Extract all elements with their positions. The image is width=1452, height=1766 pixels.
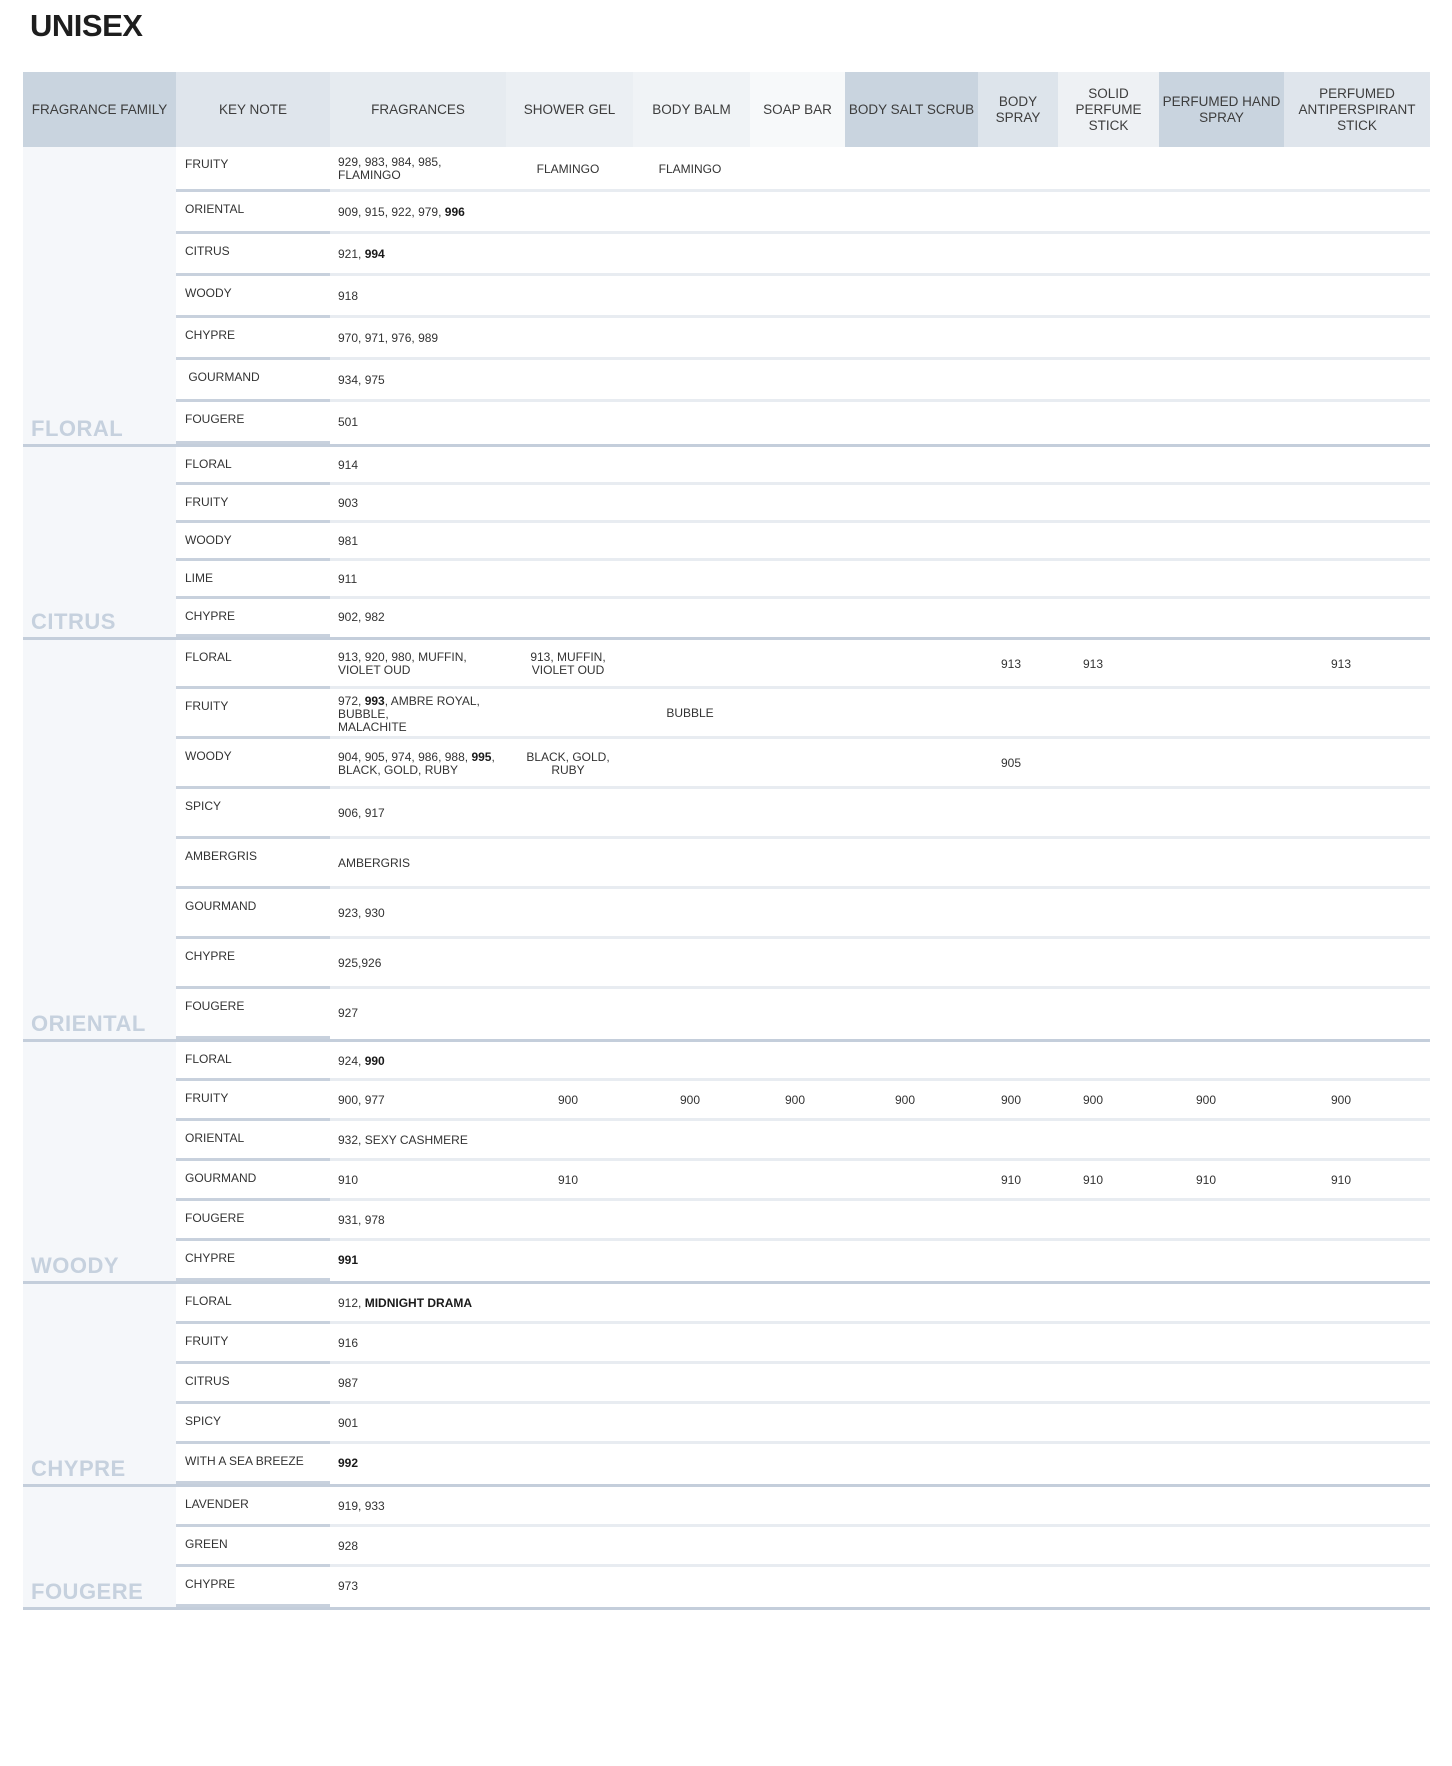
product-cell-perfumed-antiperspirant-stick: 900 (1330, 1093, 1352, 1107)
fragrance-list: 925,926 (338, 956, 382, 970)
key-note-cell: FLORAL (185, 650, 232, 664)
fragrance-list: 924, (338, 1054, 365, 1068)
key-note-cell: FRUITY (185, 1091, 229, 1105)
family-column (23, 1487, 176, 1607)
header-label: BODY SALT SCRUB (848, 101, 975, 117)
fragrances-cell (338, 857, 410, 870)
fragrance-list: 934, 975 (338, 373, 385, 387)
product-cell-perfumed-hand-spray: 900 (1195, 1093, 1217, 1107)
key-note-cell: CITRUS (185, 244, 230, 258)
table-row (176, 789, 1430, 839)
fragrances-cell (338, 1134, 468, 1147)
highlighted-fragrance: 991 (338, 1253, 359, 1267)
fragrance-list: 987 (338, 1376, 359, 1390)
header-label: BODY SPRAY (995, 93, 1041, 125)
header-label: SHOWER GEL (523, 101, 616, 117)
page-title: UNISEX (30, 8, 143, 43)
family-label: ORIENTAL (31, 1011, 146, 1036)
table-row (176, 889, 1430, 939)
table-row (176, 447, 1430, 485)
highlighted-fragrance: MIDNIGHT DRAMA (364, 1296, 473, 1310)
key-note-cell: FRUITY (185, 1334, 229, 1348)
fragrances-cell (338, 1500, 385, 1513)
key-note-cell: WOODY (185, 533, 232, 547)
fragrance-list: 970, 971, 976, 989 (338, 331, 439, 345)
fragrance-list: 919, 933 (338, 1499, 385, 1513)
fragrances-cell (338, 206, 465, 219)
fragrances-cell (338, 573, 357, 586)
key-note-cell: LAVENDER (185, 1497, 249, 1511)
fragrance-list: 902, 982 (338, 610, 385, 624)
product-cell-solid-perfume-stick: 900 (1082, 1093, 1104, 1107)
product-cell-body-balm: 900 (679, 1093, 701, 1107)
fragrances-cell (338, 651, 467, 677)
fragrances-cell (338, 1214, 385, 1227)
key-note-cell: WOODY (185, 286, 232, 300)
fragrance-list: 913, 920, 980, MUFFIN, VIOLET OUD (338, 650, 467, 677)
product-cell-perfumed-antiperspirant-stick: 913 (1330, 657, 1352, 671)
fragrance-list: 501 (338, 415, 359, 429)
key-note-cell: FLORAL (185, 457, 232, 471)
fragrances-cell (338, 1094, 385, 1107)
header-label: FRAGRANCES (371, 101, 465, 117)
product-cell-soap-bar: 900 (784, 1093, 806, 1107)
family-label: CHYPRE (31, 1456, 126, 1481)
header-solid-perfume-stick (1058, 72, 1159, 147)
fragrances-cell (338, 248, 385, 261)
table-row (176, 1241, 1430, 1278)
fragrances-cell (338, 1337, 358, 1350)
header-label: SOAP BAR (763, 101, 832, 117)
family-group-woody (23, 1042, 1430, 1284)
fragrance-list: 912, (338, 1296, 365, 1310)
fragrance-list-tail: , AMBRE ROYAL, BUBBLE, MALACHITE (338, 694, 480, 734)
key-note-cell: FOUGERE (185, 1211, 245, 1225)
header-label: PERFUMED HAND SPRAY (1162, 93, 1281, 125)
key-note-cell: FLORAL (185, 1294, 232, 1308)
table-row (176, 561, 1430, 599)
header-label: BODY BALM (652, 101, 731, 117)
table-row (176, 1284, 1430, 1324)
key-note-cell: GOURMAND (185, 1171, 257, 1185)
fragrance-list: AMBERGRIS (338, 856, 411, 870)
key-note-cell: CHYPRE (185, 609, 236, 623)
fragrance-list: 900, 977 (338, 1093, 385, 1107)
fragrances-cell (338, 535, 358, 548)
table-row (176, 640, 1430, 689)
family-group-chypre (23, 1284, 1430, 1487)
product-cell-body-spray: 900 (1000, 1093, 1022, 1107)
table-row (176, 1081, 1430, 1121)
key-note-cell: GREEN (185, 1537, 228, 1551)
key-note-cell: AMBERGRIS (185, 849, 258, 863)
fragrance-list: 903 (338, 496, 359, 510)
product-cell-shower-gel: 913, MUFFIN, VIOLET OUD (530, 650, 606, 677)
family-label: CITRUS (31, 609, 116, 634)
header-label: PERFUMED ANTIPERSPIRANT STICK (1298, 85, 1416, 133)
highlighted-fragrance: 990 (364, 1054, 385, 1068)
table-row (176, 599, 1430, 634)
header-perfumed-hand-spray (1159, 72, 1284, 147)
table-row (176, 1042, 1430, 1081)
fragrance-table (23, 72, 1430, 1610)
header-soap-bar (750, 72, 845, 147)
fragrance-list: 981 (338, 534, 359, 548)
table-row (176, 1121, 1430, 1161)
fragrance-list: 932, SEXY CASHMERE (338, 1133, 468, 1147)
fragrances-cell (338, 1417, 358, 1430)
key-note-cell: ORIENTAL (185, 202, 245, 216)
fragrances-cell (338, 807, 385, 820)
highlighted-fragrance: 996 (444, 205, 465, 219)
fragrances-cell (338, 1254, 358, 1267)
key-note-cell: SPICY (185, 1414, 222, 1428)
family-group-citrus (23, 447, 1430, 640)
table-row (176, 1364, 1430, 1404)
table-header-row (23, 72, 1430, 147)
table-row (176, 1527, 1430, 1567)
table-row (176, 234, 1430, 276)
table-body (23, 147, 1430, 1610)
fragrances-cell (338, 290, 358, 303)
product-cell-solid-perfume-stick: 913 (1082, 657, 1104, 671)
family-group-floral (23, 147, 1430, 447)
fragrance-list: 904, 905, 974, 986, 988, (338, 750, 472, 764)
header-body-balm (633, 72, 750, 147)
key-note-cell: FOUGERE (185, 412, 245, 426)
product-cell-perfumed-hand-spray: 910 (1195, 1173, 1217, 1187)
product-cell-body-balm: FLAMINGO (658, 162, 722, 176)
product-cell-perfumed-antiperspirant-stick: 910 (1330, 1173, 1352, 1187)
fragrances-cell (338, 1174, 358, 1187)
fragrances-cell (338, 1457, 358, 1470)
header-label: FRAGRANCE FAMILY (31, 101, 168, 117)
header-label: KEY NOTE (218, 101, 288, 117)
fragrance-list: 921, (338, 247, 365, 261)
family-column (23, 447, 176, 637)
table-row (176, 360, 1430, 402)
fragrance-list: 909, 915, 922, 979, (338, 205, 445, 219)
family-column (23, 147, 176, 444)
fragrances-cell (338, 1540, 358, 1553)
table-row (176, 839, 1430, 889)
fragrances-cell (338, 1055, 385, 1068)
fragrance-list: 973 (338, 1579, 359, 1593)
fragrances-cell (338, 459, 358, 472)
highlighted-fragrance: 992 (338, 1456, 359, 1470)
key-note-cell: CHYPRE (185, 1251, 236, 1265)
header-key-note (176, 72, 330, 147)
header-label: SOLID PERFUME STICK (1075, 85, 1142, 133)
header-perfumed-antiperspirant-stick (1284, 72, 1430, 147)
family-column (23, 640, 176, 1039)
family-group-oriental (23, 640, 1430, 1042)
table-row (176, 739, 1430, 789)
table-row (176, 192, 1430, 234)
fragrance-list: 914 (338, 458, 359, 472)
table-row (176, 276, 1430, 318)
highlighted-fragrance: 993 (364, 694, 385, 708)
fragrances-cell (338, 1580, 358, 1593)
fragrance-list: 928 (338, 1539, 359, 1553)
table-row (176, 1201, 1430, 1241)
family-group-fougere (23, 1487, 1430, 1610)
table-row (176, 402, 1430, 441)
table-row (176, 1444, 1430, 1481)
key-note-cell: LIME (185, 571, 214, 585)
fragrances-cell (338, 695, 480, 734)
product-cell-solid-perfume-stick: 910 (1082, 1173, 1104, 1187)
fragrance-list-tail: , BLACK, GOLD, RUBY (338, 750, 495, 777)
fragrance-list: 927 (338, 1006, 359, 1020)
fragrance-list: 931, 978 (338, 1213, 385, 1227)
fragrance-list: 929, 983, 984, 985, FLAMINGO (338, 155, 442, 182)
fragrances-cell (338, 416, 358, 429)
fragrances-cell (338, 907, 385, 920)
table-row (176, 147, 1430, 192)
key-note-cell: WOODY (185, 749, 232, 763)
table-row (176, 939, 1430, 989)
key-note-cell: FRUITY (185, 699, 229, 713)
key-note-cell: CITRUS (185, 1374, 230, 1388)
table-row (176, 318, 1430, 360)
product-cell-body-balm: BUBBLE (666, 706, 714, 720)
highlighted-fragrance: 995 (471, 750, 492, 764)
fragrance-list: 972, (338, 694, 365, 708)
fragrances-cell (338, 1297, 472, 1310)
table-row (176, 523, 1430, 561)
header-body-salt-scrub (845, 72, 978, 147)
family-label: FOUGERE (31, 1579, 144, 1604)
table-row (176, 689, 1430, 739)
fragrance-list: 906, 917 (338, 806, 385, 820)
fragrances-cell (338, 156, 441, 182)
fragrances-cell (338, 957, 381, 970)
family-label: WOODY (31, 1253, 120, 1278)
product-cell-body-salt-scrub: 900 (894, 1093, 916, 1107)
key-note-cell: CHYPRE (185, 1577, 236, 1591)
product-cell-shower-gel: 900 (557, 1093, 579, 1107)
product-cell-body-spray: 913 (1000, 657, 1022, 671)
key-note-cell: CHYPRE (185, 328, 236, 342)
product-cell-shower-gel: BLACK, GOLD, RUBY (526, 750, 610, 777)
key-note-cell: FOUGERE (185, 999, 245, 1013)
family-column (23, 1284, 176, 1484)
product-cell-body-spray: 905 (1000, 756, 1022, 770)
fragrance-list: 916 (338, 1336, 359, 1350)
table-row (176, 989, 1430, 1036)
product-cell-shower-gel: FLAMINGO (536, 162, 600, 176)
fragrances-cell (338, 374, 385, 387)
table-row (176, 1487, 1430, 1527)
family-label: FLORAL (31, 416, 124, 441)
fragrances-cell (338, 332, 438, 345)
fragrances-cell (338, 751, 495, 777)
table-row (176, 485, 1430, 523)
table-row (176, 1324, 1430, 1364)
family-column (23, 1042, 176, 1281)
fragrance-list: 911 (338, 572, 358, 586)
key-note-cell: GOURMAND (185, 370, 260, 384)
table-row (176, 1161, 1430, 1201)
fragrances-cell (338, 611, 385, 624)
key-note-cell: FLORAL (185, 1052, 232, 1066)
fragrances-cell (338, 1007, 358, 1020)
highlighted-fragrance: 994 (364, 247, 385, 261)
key-note-cell: SPICY (185, 799, 222, 813)
key-note-cell: ORIENTAL (185, 1131, 245, 1145)
product-cell-shower-gel: 910 (557, 1173, 579, 1187)
product-cell-body-spray: 910 (1000, 1173, 1022, 1187)
table-row (176, 1567, 1430, 1604)
fragrance-list: 910 (338, 1173, 359, 1187)
header-shower-gel (506, 72, 633, 147)
fragrance-list: 901 (338, 1416, 359, 1430)
fragrance-list: 923, 930 (338, 906, 385, 920)
header-fragrance-family (23, 72, 176, 147)
key-note-cell: FRUITY (185, 495, 229, 509)
header-body-spray (978, 72, 1058, 147)
fragrances-cell (338, 497, 358, 510)
key-note-cell: GOURMAND (185, 899, 257, 913)
table-row (176, 1404, 1430, 1444)
header-fragrances (330, 72, 506, 147)
key-note-cell: CHYPRE (185, 949, 236, 963)
fragrance-list: 918 (338, 289, 359, 303)
key-note-cell: WITH A SEA BREEZE (185, 1454, 304, 1468)
key-note-cell: FRUITY (185, 157, 229, 171)
fragrances-cell (338, 1377, 358, 1390)
